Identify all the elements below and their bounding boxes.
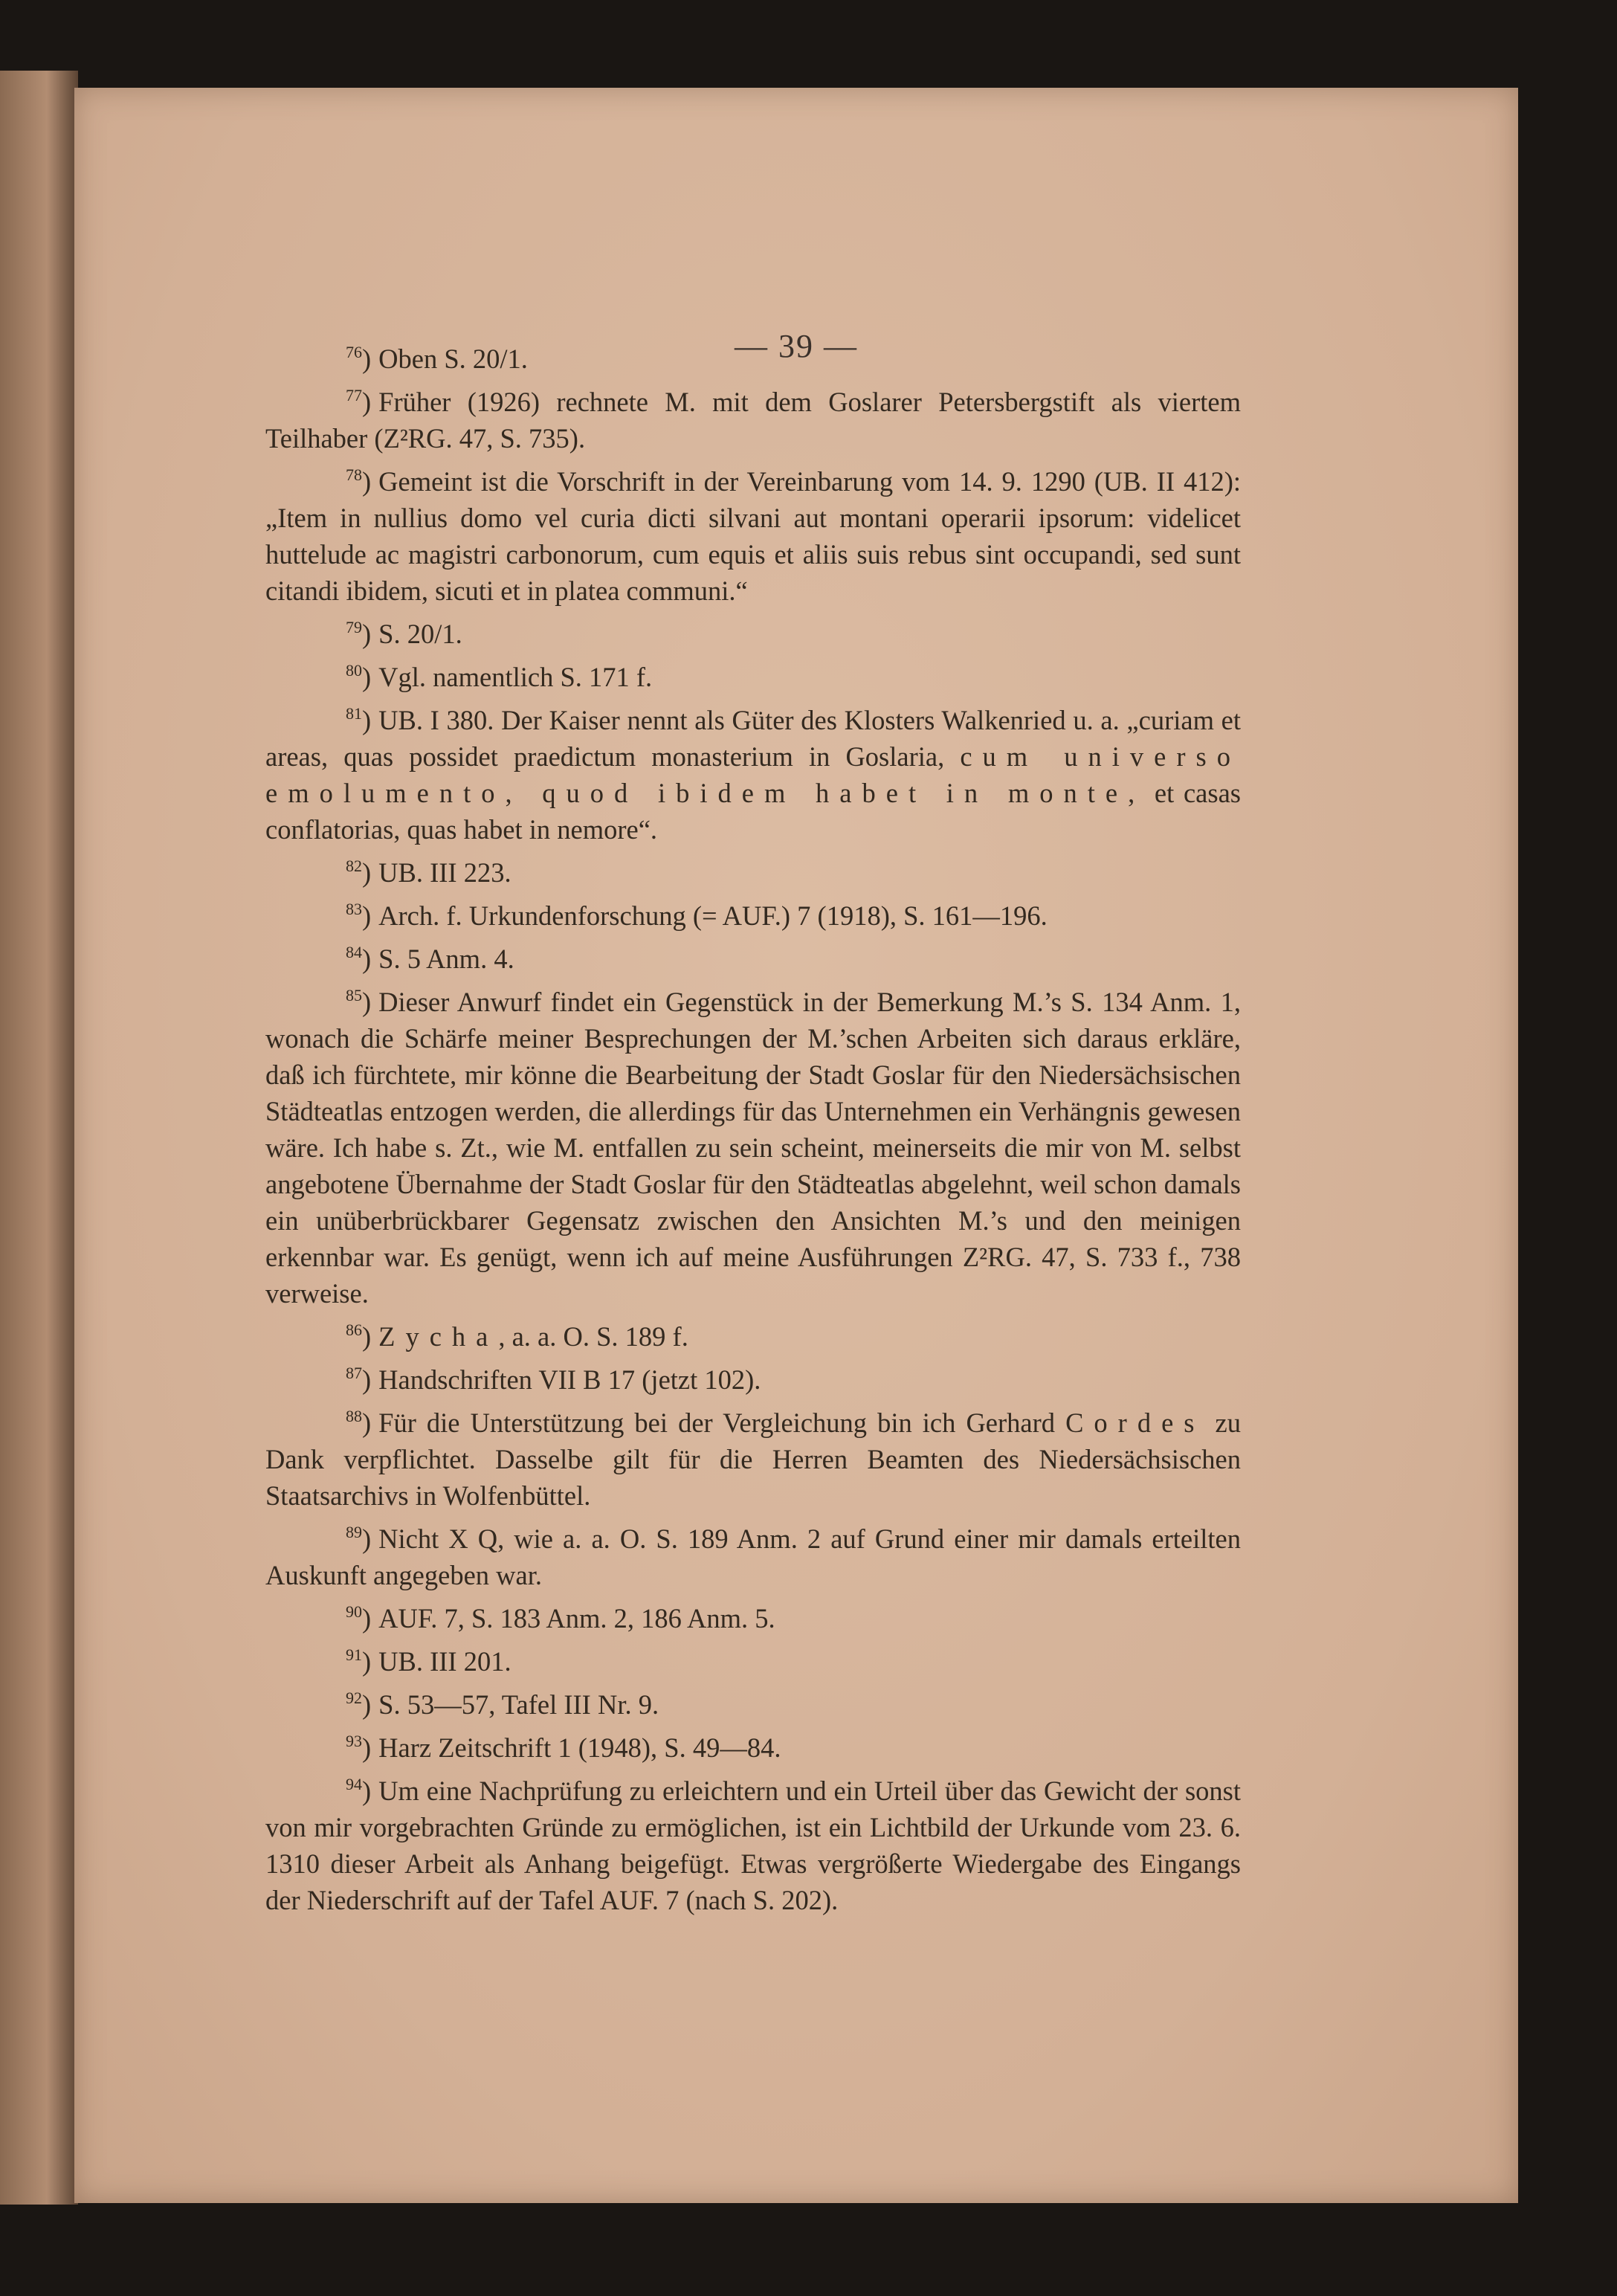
footnote-number: 89 xyxy=(346,1523,362,1541)
footnote-number: 93 xyxy=(346,1732,362,1750)
footnote-83 xyxy=(265,897,1241,934)
footnote-paren: ) xyxy=(362,705,372,735)
footnote-paren: ) xyxy=(362,900,372,931)
footnote-number: 77 xyxy=(346,386,362,404)
footnote-87 xyxy=(265,1361,1241,1398)
footnote-80 xyxy=(265,659,1241,695)
book-page xyxy=(74,88,1518,2203)
footnote-81 xyxy=(265,702,1241,848)
footnote-text: , a. a. O. S. 189 f. xyxy=(498,1321,688,1352)
footnote-paren: ) xyxy=(362,1321,372,1352)
footnote-77 xyxy=(265,384,1241,457)
facing-page-edge xyxy=(0,71,78,2205)
footnote-text: Harz Zeitschrift 1 (1948), S. 49—84. xyxy=(378,1732,781,1763)
footnote-text: UB. III 223. xyxy=(378,857,511,888)
footnote-number: 94 xyxy=(346,1775,362,1793)
footnote-84 xyxy=(265,941,1241,977)
footnote-93 xyxy=(265,1729,1241,1766)
footnote-number: 76 xyxy=(346,343,362,361)
footnote-paren: ) xyxy=(362,1407,372,1438)
footnote-92 xyxy=(265,1686,1241,1723)
footnote-paren: ) xyxy=(362,662,372,692)
footnote-text: UB. I 380. Der Kaiser nennt als Güter des Klosters Walkenried u. a. „curiam et areas, quas possidet praedictum monasterium in Goslaria, xyxy=(265,705,1241,772)
footnote-paren: ) xyxy=(362,944,372,974)
footnote-paren: ) xyxy=(362,987,372,1017)
footnote-text: Dieser Anwurf findet ein Gegenstück in der Bemerkung M.’s S. 134 Anm. 1, wonach die Schärfe meiner Besprechungen der M.’schen Arbeiten sich daraus erkläre, daß ich fürchtete, mir könne die Bearbeitung der Stadt Goslar für den Niedersächsischen Städteatlas entzogen werden, die allerdings für das Unternehmen ein Verhängnis gewesen wäre. Ich habe s. Zt., wie M. entfallen zu sein scheint, meinerseits die mir von M. selbst angebotene Übernahme der Stadt Goslar für den Städteatlas abgelehnt, weil schon damals ein unüberbrückbarer Gegensatz zwischen den Ansichten M.’s und den meinigen erkennbar war. Es genügt, wenn ich auf meine Ausführungen Z²RG. 47, S. 733 f., 738 verweise. xyxy=(265,987,1241,1309)
footnote-paren: ) xyxy=(362,1523,372,1554)
footnote-text: zu Dank verpflichtet. Dasselbe gilt für die Herren Beamten des Niedersächsischen Staatsarchivs in Wolfenbüttel. xyxy=(265,1407,1241,1511)
footnote-text-spaced: Cordes xyxy=(1065,1407,1205,1438)
footnote-number: 81 xyxy=(346,704,362,723)
footnote-text: AUF. 7, S. 183 Anm. 2, 186 Anm. 5. xyxy=(378,1603,775,1634)
footnote-text: et casas conflatorias, quas habet in nemore“. xyxy=(265,778,1241,845)
footnote-number: 82 xyxy=(346,857,362,875)
footnote-number: 79 xyxy=(346,618,362,636)
footnote-number: 86 xyxy=(346,1320,362,1339)
footnote-paren: ) xyxy=(362,619,372,649)
footnote-text: Gemeint ist die Vorschrift in der Vereinbarung vom 14. 9. 1290 (UB. II 412): „Item in nullius domo vel curia dicti silvani aut montani operarii ipsorum: videlicet huttelude ac magistri carbonorum, cum equis et aliis suis rebus sint occupandi, sed sunt citandi ibidem, sicuti et in platea communi.“ xyxy=(265,466,1241,606)
footnote-94 xyxy=(265,1773,1241,1918)
footnote-paren: ) xyxy=(362,1732,372,1763)
footnote-text: Vgl. namentlich S. 171 f. xyxy=(378,662,653,692)
footnote-paren: ) xyxy=(362,1776,372,1806)
footnote-90 xyxy=(265,1600,1241,1636)
page-number: — 39 — xyxy=(735,328,858,364)
footnote-number: 90 xyxy=(346,1602,362,1621)
footnote-paren: ) xyxy=(362,387,372,417)
footnote-number: 85 xyxy=(346,986,362,1004)
footnotes xyxy=(265,341,1241,1925)
footnote-paren: ) xyxy=(362,1646,372,1677)
footnote-number: 87 xyxy=(346,1364,362,1382)
footnote-number: 78 xyxy=(346,465,362,484)
footnote-paren: ) xyxy=(362,344,372,374)
footnote-number: 80 xyxy=(346,661,362,680)
footnote-number: 83 xyxy=(346,900,362,918)
footnote-number: 84 xyxy=(346,943,362,961)
footnote-number: 88 xyxy=(346,1407,362,1425)
footnote-text: S. 20/1. xyxy=(378,619,462,649)
footnote-text: S. 53—57, Tafel III Nr. 9. xyxy=(378,1689,659,1720)
footnote-76 xyxy=(265,341,1241,377)
footnote-paren: ) xyxy=(362,466,372,497)
footnote-text: S. 5 Anm. 4. xyxy=(378,944,514,974)
footnote-text: Früher (1926) rechnete M. mit dem Goslarer Petersbergstift als viertem Teilhaber (Z²RG. 47, S. 735). xyxy=(265,387,1241,454)
footnote-91 xyxy=(265,1643,1241,1680)
footnote-text: Nicht X Q, wie a. a. O. S. 189 Anm. 2 auf Grund einer mir damals erteilten Auskunft angegeben war. xyxy=(265,1523,1241,1590)
footnote-79 xyxy=(265,616,1241,652)
footnote-text: Arch. f. Urkundenforschung (= AUF.) 7 (1918), S. 161—196. xyxy=(378,900,1048,931)
footnote-paren: ) xyxy=(362,1603,372,1634)
footnote-82 xyxy=(265,854,1241,891)
footnote-text: Um eine Nachprüfung zu erleichtern und ein Urteil über das Gewicht der sonst von mir vorgebrachten Gründe zu ermöglichen, ist ein Lichtbild der Urkunde vom 23. 6. 1310 dieser Arbeit als Anhang beigefügt. Etwas vergrößerte Wiedergabe des Eingangs der Niederschrift auf der Tafel AUF. 7 (nach S. 202). xyxy=(265,1776,1241,1915)
footnote-text: Handschriften VII B 17 (jetzt 102). xyxy=(378,1364,761,1395)
footnote-text: Für die Unterstützung bei der Vergleichung bin ich Gerhard xyxy=(378,1407,1066,1438)
footnote-paren: ) xyxy=(362,1364,372,1395)
footnote-paren: ) xyxy=(362,1689,372,1720)
footnote-89 xyxy=(265,1521,1241,1593)
footnote-paren: ) xyxy=(362,857,372,888)
footnote-number: 92 xyxy=(346,1689,362,1707)
footnote-85 xyxy=(265,984,1241,1312)
footnote-86 xyxy=(265,1318,1241,1355)
footnote-text: Oben S. 20/1. xyxy=(378,344,528,374)
footnote-number: 91 xyxy=(346,1645,362,1664)
footnote-text: UB. III 201. xyxy=(378,1646,511,1677)
footnote-88 xyxy=(265,1405,1241,1514)
footnote-text-spaced: Zycha xyxy=(378,1321,499,1352)
footnote-78 xyxy=(265,463,1241,609)
footnote-text-spaced: cum universo emolumento, quod ibidem habet in monte, xyxy=(265,741,1241,808)
